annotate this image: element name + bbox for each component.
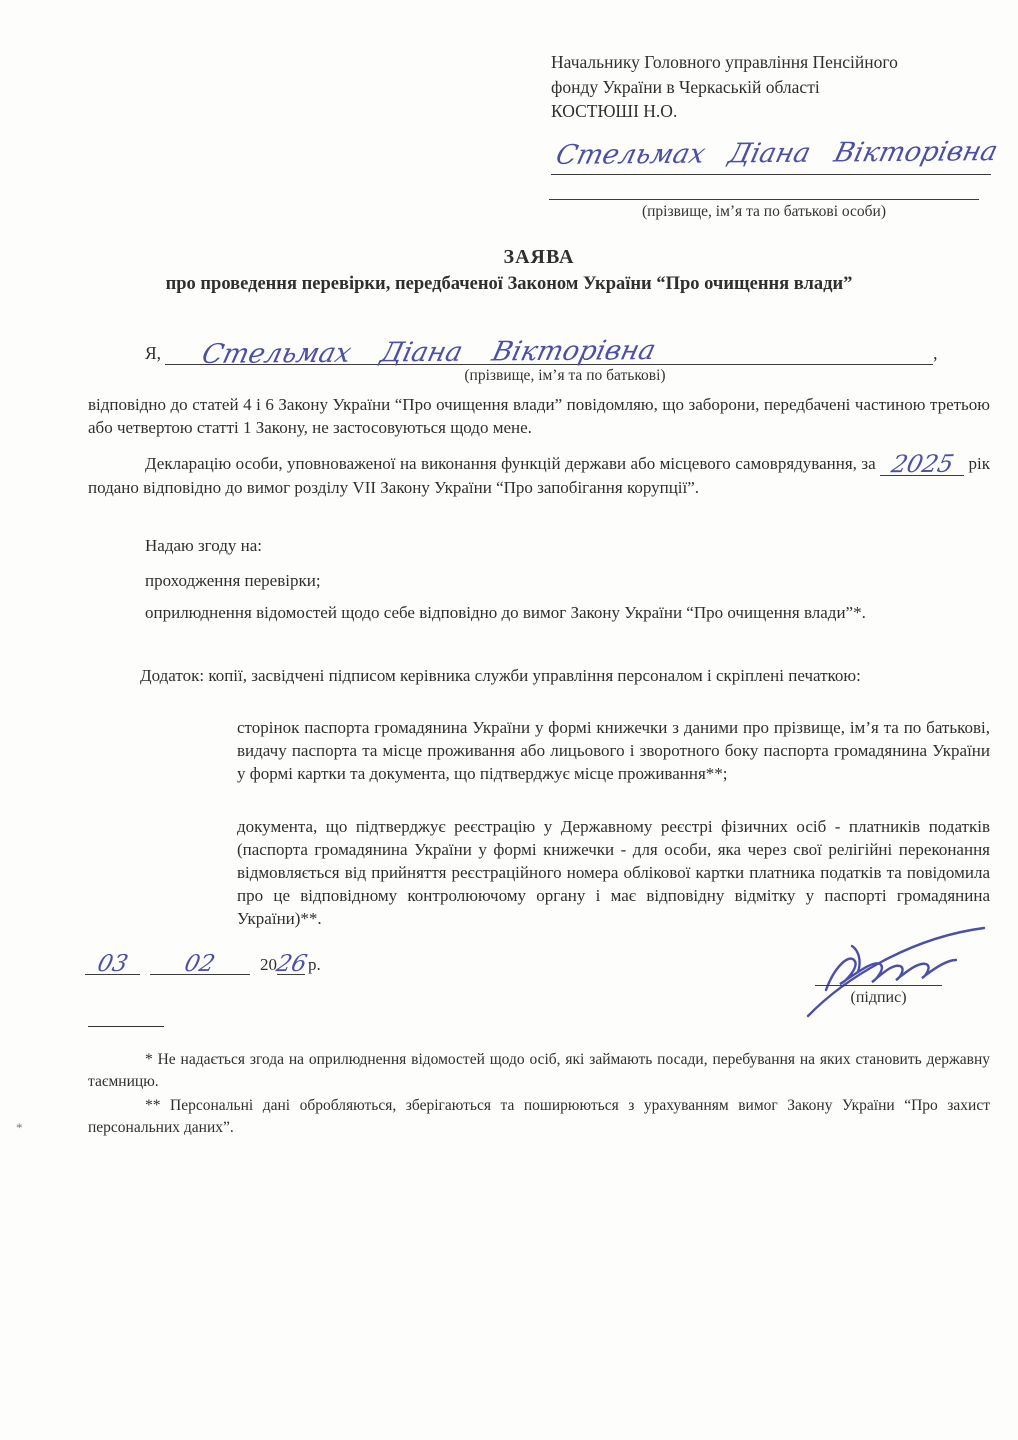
signature-caption: (підпис) (850, 989, 907, 1006)
date-year-field (273, 948, 310, 978)
name-field-caption: (прізвище, ім’я та по батькові особи) (641, 203, 887, 220)
handwritten-month: 02 (182, 950, 218, 978)
footnote-separator (88, 1026, 164, 1027)
handwritten-year: 26 (273, 950, 310, 978)
handwritten-name-top: Стельмах Діана Вікторівна (552, 136, 1001, 171)
footnote-personal-data: ** Персональні дані обробляються, зберігаються та поширюються з урахуванням вимог Закону України “Про захист персональних даних”. (88, 1096, 990, 1136)
addressee-line-2: фонду України в Черкаській області (551, 76, 820, 97)
handwritten-declarant-name: Стельмах Діана Вікторівна (198, 335, 659, 370)
document-title: ЗАЯВА (503, 246, 575, 268)
handwritten-declaration-year: 2025 (888, 449, 957, 479)
date-year-prefix: 20 (260, 955, 277, 974)
declarant-line (145, 330, 955, 370)
paragraph-declaration (88, 450, 990, 499)
declaration-text-after: рік подано відповідно до вимог розділу VII Закону України “Про запобігання корупції”. (88, 454, 990, 497)
declarant-suffix: , (933, 343, 938, 363)
date-month-field (150, 948, 250, 978)
appendix-intro-text: копії, засвідчені підписом керівника служби управління персоналом і скріплені печаткою: (204, 666, 861, 685)
consent-intro: Надаю згоду на: (145, 536, 263, 555)
footnote-state-secret: * Не надається згода на оприлюднення відомостей щодо осіб, які займають посади, перебування на яких становить державну таємницю. (88, 1050, 990, 1090)
declarant-field-caption: (прізвище, ім’я та по батькові) (464, 367, 666, 384)
date-line (85, 948, 321, 978)
declarant-prefix: Я, (145, 343, 162, 363)
appendix-label: Додаток: (140, 666, 205, 685)
declaration-year-field (880, 449, 964, 479)
paragraph-lustration-statement: відповідно до статей 4 і 6 Закону України “Про очищення влади” повідомляю, що заборони, передбачені частиною третьою або четвертою статті 1 Закону, не застосовуються щодо мене. (88, 395, 990, 437)
handwritten-day: 03 (94, 950, 131, 978)
appendix-item-tax-registration: документа, що підтверджує реєстрацію у Державному реєстрі фізичних осіб - платників податків (паспорта громадянина України у формі книжечки - для особи, яка через свої релігійні переконання відмовляється від прийняття реєстраційного номера облікової картки платника податків та повідомила про це відповідному контролюючому органу і має відповідну відмітку у паспорті громадянина України)**. (237, 817, 990, 928)
signature-underline (815, 985, 942, 986)
addressee-line-1: Начальнику Головного управління Пенсійного (551, 52, 898, 72)
declaration-text-before: Декларацію особи, уповноваженої на виконання функцій держави або місцевого самоврядування, за (145, 454, 881, 473)
appendix-intro (140, 664, 990, 687)
consent-item-check: проходження перевірки; (145, 571, 321, 590)
addressee-line-3: КОСТЮШІ Н.О. (551, 101, 678, 121)
date-suffix: р. (308, 955, 321, 974)
consent-item-publication: оприлюднення відомостей щодо себе відповідно до вимог Закону України “Про очищення влади”*. (145, 603, 866, 622)
addressee-block (551, 50, 991, 124)
date-day-field (85, 948, 140, 978)
declarant-name-field (165, 330, 933, 370)
appendix-item-passport-pages: сторінок паспорта громадянина України у формі книжечки з даними про прізвище, ім’я та по батькові, видачу паспорта та місце проживання або лицьового і зворотного боку паспорта громадянина України у формі картки та документа, що підтверджує місце проживання**; (237, 718, 990, 783)
name-field-second-line (549, 199, 979, 200)
document-subtitle: про проведення перевірки, передбаченої Законом України “Про очищення влади” (165, 274, 853, 294)
scan-artifact-speck: * (16, 1120, 23, 1135)
applicant-name-field-top (551, 136, 1001, 175)
